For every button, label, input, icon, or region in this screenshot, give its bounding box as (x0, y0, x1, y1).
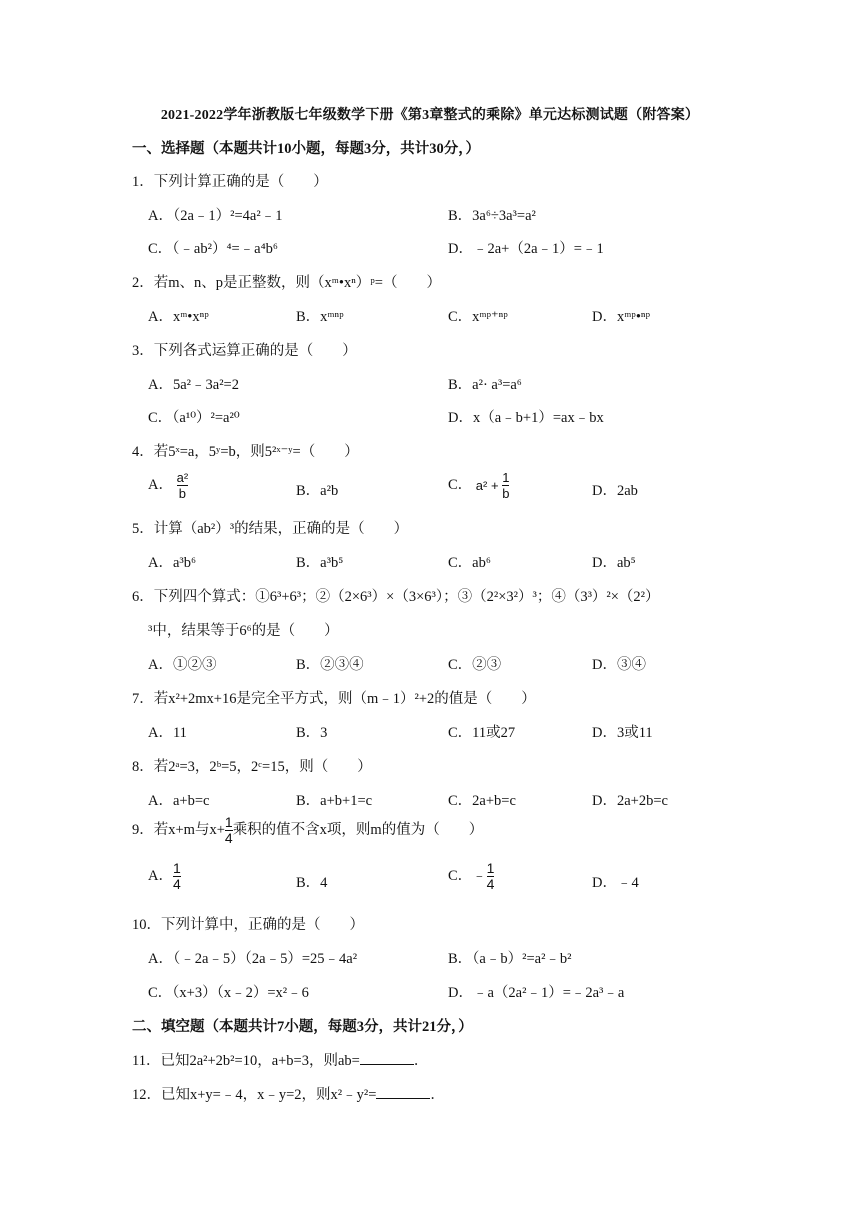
fraction-numerator: a² (176, 470, 189, 485)
question-4-option-b: B．a²b (296, 483, 339, 499)
question-10-option-c: C．（x+3）（x﹣2）=x²﹣6 (148, 985, 309, 1001)
question-8-stem: 8．若2ᵃ=3，2ᵇ=5，2ᶜ=15，则（ ） (132, 759, 372, 775)
question-3-stem: 3．下列各式运算正确的是（ ） (132, 343, 357, 359)
question-1-stem: 1．下列计算正确的是（ ） (132, 174, 328, 190)
question-6-stem: 6．下列四个算式：①6³+6³；②（2×6³）×（3×6³）；③（2²×3²）³；④（3³）²×（2²） (132, 589, 660, 605)
answer-blank[interactable] (376, 1084, 430, 1099)
fraction-numerator: 1 (224, 814, 233, 830)
expression-lead: a² + (475, 478, 499, 493)
question-7-option-b: B．3 (296, 725, 328, 741)
question-10-option-b: B．（a﹣b）²=a²﹣b² (448, 951, 572, 967)
question-1-option-b: B．3a⁶÷3a³=a² (448, 208, 536, 224)
fraction-a2-over-b (177, 471, 189, 500)
fraction-denominator: 4 (224, 830, 233, 846)
fraction-1-over-4 (225, 816, 233, 845)
question-8-option-d: D．2a+2b=c (592, 793, 668, 809)
question-9-stem (132, 816, 483, 845)
question-12-stem (132, 1083, 445, 1104)
question-4-option-d: D．2ab (592, 483, 638, 499)
question-5-option-c: C．ab⁶ (448, 555, 491, 571)
fraction-1-over-4 (173, 862, 181, 891)
question-7-stem: 7．若x²+2mx+16是完全平方式，则（m﹣1）²+2的值是（ ） (132, 691, 536, 707)
question-4-option-c (448, 471, 509, 500)
question-9-option-d: D．﹣4 (592, 875, 639, 891)
question-7-option-d: D．3或11 (592, 725, 653, 741)
stem-text: 12．已知x+y=﹣4，x﹣y=2，则x²﹣y²= (132, 1087, 377, 1103)
question-1-option-d: D．﹣2a+（2a﹣1）=﹣1 (448, 241, 604, 257)
question-5-option-b: B．a³b⁵ (296, 555, 344, 571)
question-11-stem (132, 1049, 428, 1070)
fraction-denominator: 4 (486, 876, 495, 892)
question-1-option-a: A．（2a﹣1）²=4a²﹣1 (148, 208, 283, 224)
fraction-numerator: 1 (172, 860, 181, 876)
question-7-option-a: A．11 (148, 725, 187, 741)
question-2-option-d: D．xᵐᵖ•ⁿᵖ (592, 309, 650, 325)
question-3-option-a: A．5a²﹣3a²=2 (148, 377, 239, 393)
stem-text: 乘积的值不含x项，则m的值为（ ） (232, 821, 484, 838)
stem-text: ． (430, 1087, 445, 1103)
question-2-stem: 2．若m、n、p是正整数，则（xᵐ•xⁿ）ᵖ=（ ） (132, 275, 441, 291)
question-6-option-b: B．②③④ (296, 657, 364, 673)
question-10-option-a: A．（﹣2a﹣5）（2a﹣5）=25﹣4a² (148, 951, 358, 967)
question-4-stem: 4．若5ˣ=a，5ʸ=b，则5²ˣ⁻ʸ=（ ） (132, 444, 359, 460)
question-9-option-a (148, 862, 181, 891)
stem-text: 11．已知2a²+2b²=10，a+b=3，则ab= (132, 1053, 360, 1069)
section-multiple-choice: 一、选择题（本题共计10小题，每题3分，共计30分，） (132, 141, 480, 157)
section-fill-in: 二、填空题（本题共计7小题，每题3分，共计21分，） (132, 1019, 473, 1035)
question-6-option-d: D．③④ (592, 657, 646, 673)
question-5-option-a: A．a³b⁶ (148, 555, 197, 571)
question-6-option-a: A．①②③ (148, 657, 217, 673)
question-7-option-c: C．11或27 (448, 725, 516, 741)
question-8-option-c: C．2a+b=c (448, 793, 516, 809)
fraction-numerator: 1 (486, 860, 495, 876)
document-title: 2021-2022学年浙教版七年级数学下册《第3章整式的乘除》单元达标测试题（附答案） (160, 108, 700, 123)
option-label: C． (448, 476, 473, 493)
question-5-option-d: D．ab⁵ (592, 555, 636, 571)
question-9-option-b: B．4 (296, 875, 328, 891)
fraction-1-over-4 (487, 862, 495, 891)
question-9-option-c (448, 862, 494, 891)
fraction-denominator: b (502, 486, 510, 501)
question-8-option-b: B．a+b+1=c (296, 793, 373, 809)
option-label: C．﹣ (448, 867, 487, 884)
fraction-numerator: 1 (502, 470, 510, 485)
question-5-stem: 5．计算（ab²）³的结果，正确的是（ ） (132, 521, 409, 537)
fraction-denominator: 4 (172, 876, 181, 892)
stem-text: 9．若x+m与x+ (132, 821, 225, 838)
question-2-option-a: A．xᵐ•xⁿᵖ (148, 309, 209, 325)
fraction-1-over-b (502, 471, 509, 500)
stem-text: ． (413, 1053, 429, 1069)
question-6-stem-continued: ³中，结果等于6⁶的是（ ） (148, 623, 339, 639)
question-2-option-b: B．xᵐⁿᵖ (296, 309, 344, 325)
question-10-option-d: D．﹣a（2a²﹣1）=﹣2a³﹣a (448, 985, 625, 1001)
question-4-option-a (148, 471, 188, 500)
question-6-option-c: C．②③ (448, 657, 502, 673)
option-label: A． (148, 867, 173, 884)
question-3-option-b: B．a²· a³=a⁶ (448, 377, 522, 393)
question-8-option-a: A．a+b=c (148, 793, 210, 809)
option-label: A． (148, 476, 173, 493)
question-1-option-c: C．（﹣ab²）⁴=﹣a⁴b⁶ (148, 241, 278, 257)
question-10-stem: 10．下列计算中，正确的是（ ） (132, 917, 364, 933)
question-3-option-d: D．x（a﹣b+1）=ax﹣bx (448, 410, 604, 426)
question-3-option-c: C．（a¹⁰）²=a²⁰ (148, 410, 240, 426)
question-2-option-c: C．xᵐᵖ⁺ⁿᵖ (448, 309, 508, 325)
answer-blank[interactable] (360, 1050, 414, 1065)
fraction-denominator: b (178, 486, 186, 501)
